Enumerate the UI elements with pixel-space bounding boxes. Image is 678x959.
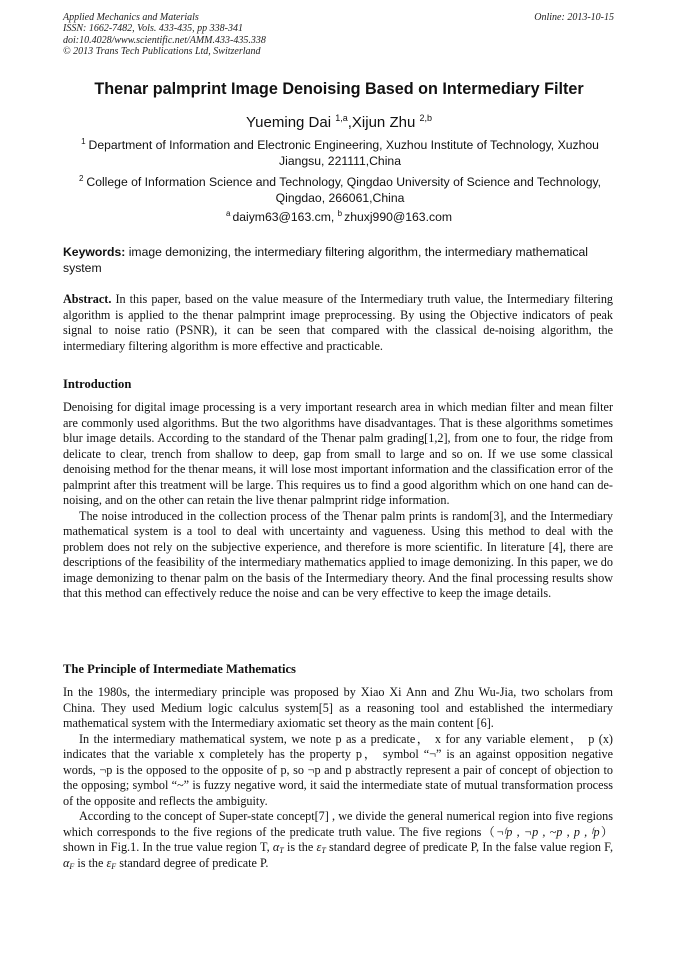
paragraph: The noise introduced in the collection process of the Thenar palm prints is random[3], and the Intermediary mathematical system is a tool to deal with uncertainty and vagueness. Using this method to deal with the problem does not rely on the subjective experience, and therefore is more scientific. In literature [4], there are descriptions of the feasibility of the intermediary mathematics applied to image demonizing. In this paper, we do image demonizing to thenar palm on the basis of the Intermediary theory. And the final processing results show that this method can effectively reduce the noise and can be very effective to keep the image details. bbox=[63, 508, 613, 600]
copyright-line: © 2013 Trans Tech Publications Ltd, Switzerland bbox=[63, 46, 261, 58]
journal-name: Applied Mechanics and Materials bbox=[63, 12, 199, 23]
epsilon-symbol: ε bbox=[316, 840, 322, 854]
abstract-text: In this paper, based on the value measure of the Intermediary truth value, the Intermediary filtering algorithm is applied to the thenar palmprint image preprocessing. By using the Objective indicators of peak signal to noise ratio (PSNR), it can be seen that compared with the classical de-noising algorithm, the intermediary filtering algorithm is more effective and practicable. bbox=[63, 292, 614, 353]
online-date: Online: 2013-10-15 bbox=[534, 12, 614, 23]
alpha-symbol: α bbox=[272, 840, 280, 854]
author-separator: , bbox=[347, 114, 352, 131]
alpha-symbol: α bbox=[63, 855, 70, 870]
epsilon-symbol: ε bbox=[106, 855, 112, 870]
author-name: Yueming Dai bbox=[246, 114, 332, 131]
five-regions-formula: ¬ᶠp , ¬p , ~p , p , ᶠp bbox=[495, 824, 600, 839]
keywords-label: Keywords: bbox=[63, 245, 126, 259]
email-address[interactable]: daiym63@163.cm, bbox=[232, 210, 335, 224]
email-address[interactable]: zhuxj990@163.com bbox=[344, 210, 452, 224]
author-affiliation-mark: 1,a bbox=[335, 113, 348, 123]
email-line bbox=[40, 210, 638, 224]
email-mark: b bbox=[337, 209, 343, 218]
subscript: T bbox=[321, 846, 326, 855]
paragraph: In the 1980s, the intermediary principle was proposed by Xiao Xi Ann and Zhu Wu-Jia, two scholars from China. They used Medium logic calculus system[5] as a reasoning tool and established the intermediary mathematical system with the Intermediary axiomatic set theory as the main content [6]. bbox=[63, 685, 613, 730]
issn-line: ISSN: 1662-7482, Vols. 433-435, pp 338-341 bbox=[63, 23, 243, 35]
paper-title: Thenar palmprint Image Denoising Based on Intermediary Filter bbox=[94, 80, 584, 98]
affiliation-1 bbox=[72, 137, 608, 169]
affiliation-2 bbox=[72, 174, 608, 206]
subscript: F bbox=[111, 861, 117, 871]
author-affiliation-mark: 2,b bbox=[419, 113, 432, 123]
principle-body bbox=[63, 685, 613, 871]
doi-line[interactable]: doi:10.4028/www.scientific.net/AMM.433-435.338 bbox=[63, 34, 266, 46]
journal-header bbox=[63, 12, 483, 58]
affiliation-text: Department of Information and Electronic Engineering, Xuzhou Institute of Technology, Xuzhou Jiangsu, 221111,China bbox=[88, 138, 599, 168]
affiliation-mark: 2 bbox=[78, 174, 84, 183]
author-line bbox=[40, 114, 638, 131]
text-run: is the bbox=[287, 840, 314, 854]
abstract-block bbox=[63, 292, 613, 354]
subscript: F bbox=[69, 861, 75, 871]
email-mark: a bbox=[226, 209, 231, 218]
keywords-block bbox=[63, 245, 613, 276]
paragraph: Denoising for digital image processing is a very important research area in which median filter and mean filter are commonly used algorithms. But the two algorithms have disadvantages. That is these algorithms sometimes blur image details. According to the standard of the Thenar palm grading[1,2], from one to four, the ridge from delicate to clear, trench from shallow to deep, gap from small to large and so on. If we use some classical denoising method for the thenar means, it will lose most important information and the classification error of the palmprint after this treatment will be large. This requires us to find a good algorithm which on one hand can de-noising, and on the other can retain the live thenar palmprint ridge information. bbox=[63, 400, 613, 507]
text-run: standard degree of predicate P. bbox=[119, 855, 269, 870]
principle-heading: The Principle of Intermediate Mathematics bbox=[63, 662, 296, 676]
abstract-label: Abstract. bbox=[63, 292, 112, 306]
keywords-text: image demonizing, the intermediary filtering algorithm, the intermediary mathematical system bbox=[63, 245, 588, 275]
introduction-heading: Introduction bbox=[63, 377, 132, 391]
affiliation-text: College of Information Science and Technology, Qingdao University of Science and Technology, Qingdao, 266061,China bbox=[86, 175, 602, 205]
affiliation-mark: 1 bbox=[81, 137, 86, 146]
text-run: According to the concept of Super-state concept[7] , we divide the general numerical region into five regions which corresponds to the five regions of the predicate truth value. The five regions（ bbox=[63, 809, 613, 839]
text-run: standard degree of predicate P, In the false value region F, bbox=[329, 840, 614, 854]
text-run: ） shown in Fig.1. In the true value region T, bbox=[63, 824, 613, 854]
subscript: T bbox=[279, 846, 284, 855]
paragraph bbox=[63, 809, 613, 871]
text-run: is the bbox=[77, 855, 104, 870]
paragraph: In the intermediary mathematical system, we note p as a predicate， x for any variable element， p (x) indicates that the variable x completely has the property p， symbol “¬” is an against opposition negative words, ¬p is the opposed to the opposite of p, so ¬p and p abstractly represent a pair of concept of objection to the opposing; symbol “~” is fuzzy negative word, it said the intermediate state of mutual transformation process of the opposite and reflects the ambiguity. bbox=[63, 731, 613, 808]
introduction-body bbox=[63, 400, 613, 602]
author-name: Xijun Zhu bbox=[351, 114, 416, 131]
